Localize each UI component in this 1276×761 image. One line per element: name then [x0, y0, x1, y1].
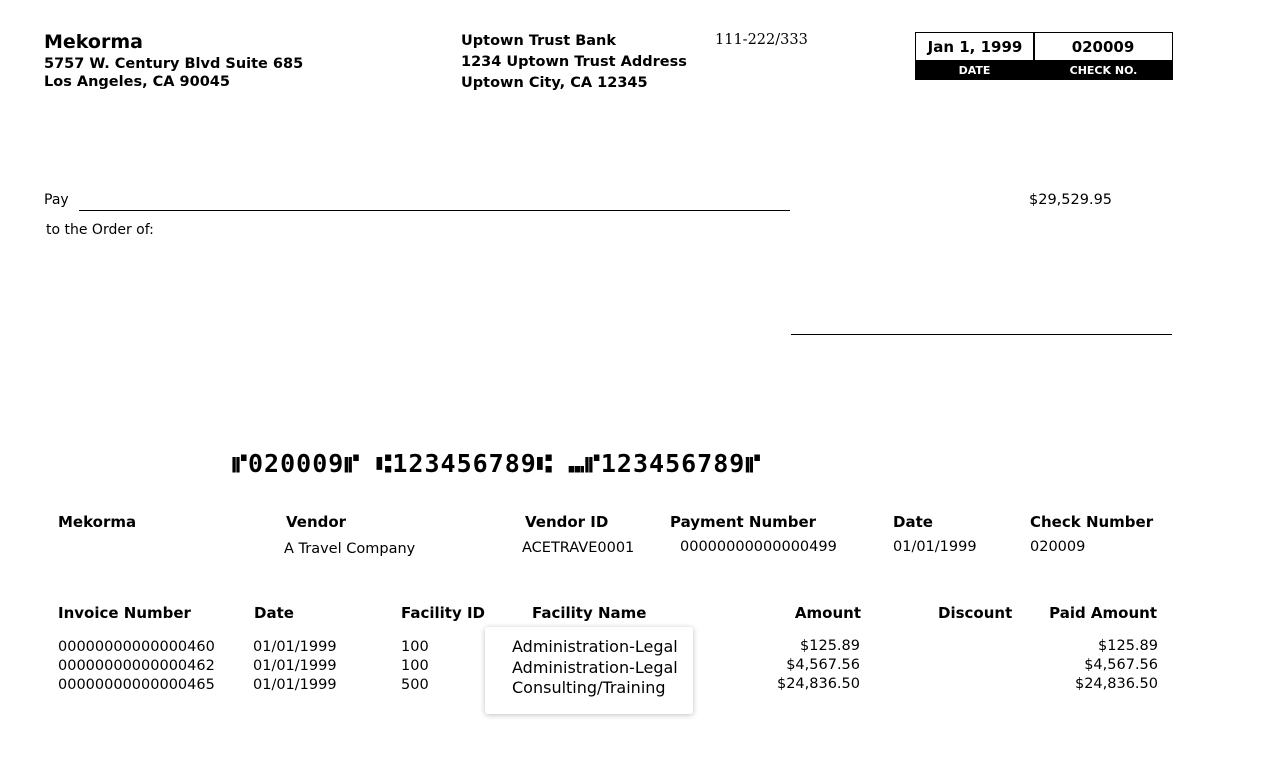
bank-name: Uptown Trust Bank — [461, 33, 616, 49]
micr-line: ⑈020009⑈ ⑆123456789⑆ ⑉⑈123456789⑈ — [232, 449, 762, 478]
company-name: Mekorma — [44, 31, 143, 53]
stub-payment-number-value: 00000000000000499 — [680, 539, 837, 555]
invoice-amount-list — [740, 637, 860, 694]
stub-company-header: Mekorma — [58, 513, 137, 531]
table-cell: $24,836.50 — [776, 676, 860, 692]
col-discount: Discount — [938, 604, 1013, 622]
bank-info — [461, 31, 687, 94]
table-cell: $125.89 — [1098, 638, 1158, 654]
check-date-label: DATE — [915, 61, 1034, 80]
invoice-paid-amount-list — [1020, 637, 1158, 694]
table-cell: Consulting/Training — [512, 678, 666, 697]
table-cell: Administration-Legal — [512, 657, 678, 677]
table-cell: 00000000000000460 — [58, 639, 215, 655]
pay-label: Pay — [44, 192, 69, 208]
company-address — [44, 55, 303, 91]
col-date: Date — [254, 604, 294, 622]
stub-date-header: Date — [893, 513, 933, 531]
invoice-number-list — [58, 638, 215, 695]
bank-address-line2: Uptown City, CA 12345 — [461, 75, 648, 91]
check-date-value: Jan 1, 1999 — [915, 32, 1035, 61]
payee-line — [79, 210, 790, 211]
company-address-line2: Los Angeles, CA 90045 — [44, 74, 230, 90]
col-invoice-number: Invoice Number — [58, 604, 191, 622]
stub-check-number-header: Check Number — [1030, 513, 1154, 531]
stub-date-value: 01/01/1999 — [893, 539, 977, 555]
facility-name-popup — [485, 627, 693, 714]
table-cell: 00000000000000462 — [58, 658, 215, 674]
stub-check-number-value: 020009 — [1030, 539, 1086, 555]
stub-vendor-id-value: ACETRAVE0001 — [522, 540, 635, 556]
table-cell: $4,567.56 — [1084, 657, 1158, 673]
stub-vendor-header: Vendor — [286, 513, 347, 531]
table-cell: 100 — [401, 658, 429, 674]
table-cell: 00000000000000465 — [58, 677, 215, 693]
stub-vendor-id-header: Vendor ID — [525, 513, 609, 531]
table-cell: $24,836.50 — [1074, 676, 1158, 692]
col-facility-id: Facility ID — [401, 604, 486, 622]
col-amount: Amount — [794, 604, 861, 622]
table-cell: Administration-Legal — [512, 637, 678, 656]
order-of-label: to the Order of: — [46, 222, 154, 238]
invoice-facility-id-list — [401, 638, 429, 695]
col-paid-amount: Paid Amount — [1049, 604, 1157, 622]
table-cell: 01/01/1999 — [253, 658, 337, 674]
table-cell: 01/01/1999 — [253, 639, 337, 655]
signature-line — [791, 334, 1172, 335]
bank-address-line1: 1234 Uptown Trust Address — [461, 54, 687, 70]
stub-payment-number-header: Payment Number — [670, 513, 817, 531]
table-cell: $125.89 — [800, 638, 860, 654]
table-cell: 100 — [401, 639, 429, 655]
company-address-line1: 5757 W. Century Blvd Suite 685 — [44, 56, 304, 72]
table-cell: 500 — [401, 677, 429, 693]
table-cell: $4,567.56 — [786, 657, 860, 673]
date-check-box — [915, 32, 1173, 81]
routing-fraction: 111-222/333 — [715, 32, 808, 48]
table-cell: 01/01/1999 — [253, 677, 337, 693]
check-number-label: CHECK NO. — [1034, 61, 1173, 80]
col-facility-name: Facility Name — [532, 604, 647, 622]
check-number-value: 020009 — [1033, 32, 1173, 61]
invoice-date-list — [253, 638, 337, 695]
stub-vendor-value: A Travel Company — [284, 541, 416, 557]
check-amount: $29,529.95 — [1029, 192, 1113, 208]
